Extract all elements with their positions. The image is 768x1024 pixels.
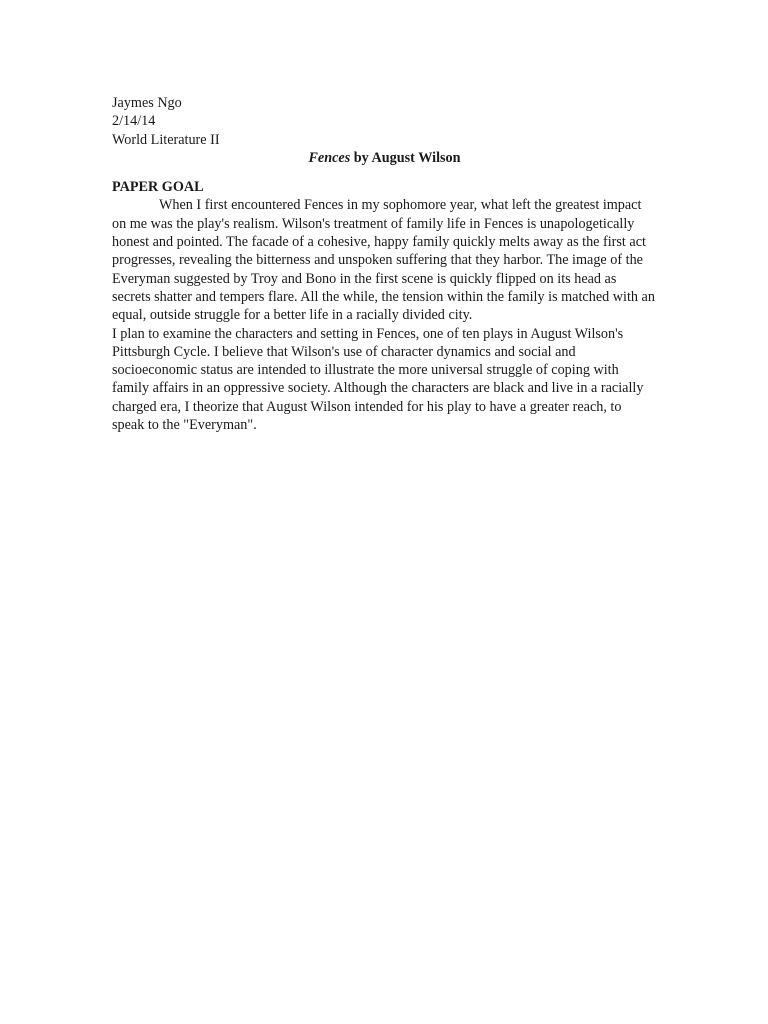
document-body (112, 94, 657, 434)
paragraph-1: When I first encountered Fences in my sophomore year, what left the greatest impact on me was the play's realism. Wilson's treatment of family life in Fences is unapologetically honest and pointed. The facade of a cohesive, happy family quickly melts away as the first act progresses, revealing the bitterness and unspoken suffering that they harbor. The image of the Everyman suggested by Troy and Bono in the first scene is quickly flipped on its head as secrets shatter and tempers flare. All the while, the tension within the family is matched with an equal, outside struggle for a better life in a racially divided city. (112, 197, 655, 324)
document-date: 2/14/14 (112, 113, 156, 130)
course-name: World Literature II (112, 131, 220, 148)
paragraph-2: I plan to examine the characters and setting in Fences, one of ten plays in August Wilson's Pittsburgh Cycle. I believe that Wilson's use of character dynamics and social and socioeconomic status are intended to illustrate the more universal struggle of coping with family affairs in an oppressive society. Although the characters are black and live in a racially charged era, I theorize that August Wilson intended for his play to have a greater reach, to speak to the "Everyman". (112, 325, 644, 434)
document-title (112, 149, 657, 167)
title-work: Fences (308, 149, 351, 166)
section-heading: PAPER GOAL (112, 179, 204, 196)
title-byline: by August Wilson (350, 149, 461, 166)
author-name: Jaymes Ngo (112, 95, 182, 111)
